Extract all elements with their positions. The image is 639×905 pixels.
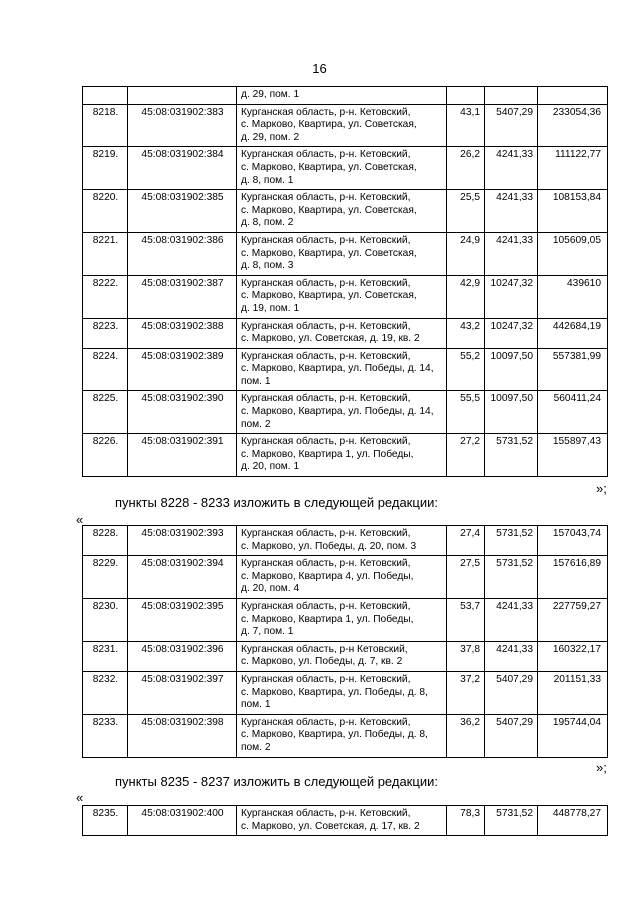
address-line: Курганская область, р-н. Кетовский, (241, 393, 411, 405)
address-cell (237, 598, 447, 641)
area-cell: 27,4 (447, 526, 485, 556)
cadastral-number-cell: 45:08:031902:383 (128, 104, 237, 147)
table-row (83, 391, 608, 434)
address-line: с. Марково, Квартира, ул. Советская, (241, 247, 417, 259)
area-cell: 27,5 (447, 556, 485, 599)
row-number-cell: 8235. (83, 806, 128, 836)
row-number-cell: 8228. (83, 526, 128, 556)
amendment-instruction: пункты 8228 - 8233 изложить в следующей редакции: (115, 495, 438, 510)
address-line: д. 7, пом. 1 (241, 626, 294, 638)
cadastral-value-cell: 439610 (538, 275, 608, 318)
address-line: д. 29, пом. 2 (241, 131, 300, 143)
address-line: д. 19, пом. 1 (241, 302, 300, 314)
address-line: с. Марково, Квартира 1, ул. Победы, (241, 448, 414, 460)
table-row (83, 147, 608, 190)
address-line: Курганская область, р-н. Кетовский, (241, 106, 411, 118)
unit-value-cell: 4241,33 (485, 598, 538, 641)
address-line: с. Марково, Квартира, ул. Советская, (241, 204, 417, 216)
address-cell (237, 671, 447, 714)
address-line: с. Марково, Квартира, ул. Советская, (241, 161, 417, 173)
cadastral-value-cell: 233054,36 (538, 104, 608, 147)
row-number-cell: 8226. (83, 434, 128, 477)
address-cell (237, 147, 447, 190)
address-cell (237, 348, 447, 391)
unit-value-cell: 5407,29 (485, 714, 538, 757)
address-line: д. 8, пом. 1 (241, 174, 294, 186)
cadastral-number-cell: 45:08:031902:398 (128, 714, 237, 757)
address-line: Курганская область, р-н. Кетовский, (241, 149, 411, 161)
unit-value-cell: 4241,33 (485, 147, 538, 190)
address-line: Курганская область, р-н. Кетовский, (241, 716, 411, 728)
address-line: с. Марково, Квартира 1, ул. Победы, (241, 613, 414, 625)
unit-value-cell (485, 87, 538, 105)
area-cell: 37,2 (447, 671, 485, 714)
address-line: пом. 1 (241, 375, 271, 387)
area-cell: 27,2 (447, 434, 485, 477)
address-line: с. Марково, Квартира, ул. Победы, д. 8, (241, 686, 428, 698)
table-row (83, 104, 608, 147)
table-row (83, 190, 608, 233)
address-line: д. 20, пом. 4 (241, 583, 300, 595)
address-line: Курганская область, р-н. Кетовский, (241, 808, 411, 819)
cadastral-value-cell: 108153,84 (538, 190, 608, 233)
row-number-cell (83, 87, 128, 105)
table-row (83, 232, 608, 275)
property-table-2 (82, 525, 608, 758)
unit-value-cell: 5731,52 (485, 556, 538, 599)
row-number-cell: 8231. (83, 641, 128, 671)
table-row (83, 671, 608, 714)
cadastral-value-cell: 448778,27 (538, 806, 608, 836)
area-cell: 55,2 (447, 348, 485, 391)
address-cell (237, 190, 447, 233)
row-number-cell: 8221. (83, 232, 128, 275)
cadastral-value-cell: 105609,05 (538, 232, 608, 275)
address-cell (237, 391, 447, 434)
area-cell: 43,1 (447, 104, 485, 147)
address-line: с. Марково, Квартира, ул. Победы, д. 14, (241, 406, 434, 418)
cadastral-number-cell: 45:08:031902:397 (128, 671, 237, 714)
address-line: Курганская область, р-н. Кетовский, (241, 558, 411, 570)
address-line: пом. 2 (241, 741, 271, 753)
unit-value-cell: 4241,33 (485, 232, 538, 275)
address-line: Курганская область, р-н. Кетовский, (241, 277, 411, 289)
table-row (83, 348, 608, 391)
table-row (83, 714, 608, 757)
opening-quote: « (76, 790, 84, 805)
unit-value-cell: 4241,33 (485, 190, 538, 233)
cadastral-number-cell: 45:08:031902:396 (128, 641, 237, 671)
address-line: с. Марково, Квартира 4, ул. Победы, (241, 570, 414, 582)
row-number-cell: 8230. (83, 598, 128, 641)
address-line: д. 29, пом. 1 (241, 89, 300, 100)
row-number-cell: 8229. (83, 556, 128, 599)
cadastral-value-cell: 195744,04 (538, 714, 608, 757)
address-line: д. 8, пом. 2 (241, 217, 294, 229)
address-line: д. 20, пом. 1 (241, 461, 300, 473)
property-table-1 (82, 86, 608, 477)
address-line: Курганская область, р-н. Кетовский, (241, 600, 411, 612)
cadastral-number-cell: 45:08:031902:391 (128, 434, 237, 477)
address-line: с. Марково, Квартира, ул. Советская, (241, 119, 417, 131)
address-line: с. Марково, Квартира, ул. Советская, (241, 290, 417, 302)
address-cell (237, 641, 447, 671)
address-line: с. Марково, Квартира, ул. Победы, д. 8, (241, 729, 428, 741)
row-number-cell: 8218. (83, 104, 128, 147)
cadastral-value-cell: 227759,27 (538, 598, 608, 641)
table-row (83, 87, 608, 105)
table-row (83, 598, 608, 641)
area-cell: 55,5 (447, 391, 485, 434)
cadastral-value-cell: 560411,24 (538, 391, 608, 434)
page-number: 16 (312, 61, 327, 76)
unit-value-cell: 5731,52 (485, 806, 538, 836)
address-line: Курганская область, р-н. Кетовский, (241, 528, 411, 539)
table-row (83, 275, 608, 318)
cadastral-value-cell: 157616,89 (538, 556, 608, 599)
closing-quote: »; (596, 481, 607, 496)
cadastral-number-cell: 45:08:031902:393 (128, 526, 237, 556)
address-line: Курганская область, р-н Кетовский, (241, 643, 408, 655)
property-table-3 (82, 805, 608, 836)
table-row (83, 434, 608, 477)
unit-value-cell: 10247,32 (485, 318, 538, 348)
table-row (83, 806, 608, 836)
address-line: с. Марково, ул. Советская, д. 19, кв. 2 (241, 333, 420, 345)
cadastral-number-cell: 45:08:031902:385 (128, 190, 237, 233)
address-cell (237, 806, 447, 836)
cadastral-value-cell: 155897,43 (538, 434, 608, 477)
address-cell (237, 526, 447, 556)
row-number-cell: 8225. (83, 391, 128, 434)
address-cell (237, 275, 447, 318)
area-cell: 36,2 (447, 714, 485, 757)
address-cell (237, 232, 447, 275)
address-cell (237, 104, 447, 147)
address-line: Курганская область, р-н. Кетовский, (241, 350, 411, 362)
address-cell (237, 87, 447, 105)
table-row (83, 526, 608, 556)
area-cell (447, 87, 485, 105)
closing-quote: »; (596, 760, 607, 775)
area-cell: 25,5 (447, 190, 485, 233)
unit-value-cell: 10097,50 (485, 348, 538, 391)
table-row (83, 556, 608, 599)
address-line: пом. 1 (241, 699, 271, 711)
address-line: с. Марково, ул. Победы, д. 7, кв. 2 (241, 656, 403, 668)
address-line: Курганская область, р-н. Кетовский, (241, 436, 411, 448)
unit-value-cell: 10097,50 (485, 391, 538, 434)
cadastral-number-cell: 45:08:031902:400 (128, 806, 237, 836)
cadastral-value-cell (538, 87, 608, 105)
address-line: с. Марково, Квартира, ул. Победы, д. 14, (241, 363, 434, 375)
unit-value-cell: 4241,33 (485, 641, 538, 671)
area-cell: 78,3 (447, 806, 485, 836)
row-number-cell: 8220. (83, 190, 128, 233)
area-cell: 42,9 (447, 275, 485, 318)
address-cell (237, 434, 447, 477)
cadastral-number-cell: 45:08:031902:388 (128, 318, 237, 348)
area-cell: 37,8 (447, 641, 485, 671)
cadastral-value-cell: 111122,77 (538, 147, 608, 190)
area-cell: 26,2 (447, 147, 485, 190)
address-line: Курганская область, р-н. Кетовский, (241, 192, 411, 204)
cadastral-value-cell: 201151,33 (538, 671, 608, 714)
address-line: Курганская область, р-н. Кетовский, (241, 234, 411, 246)
row-number-cell: 8224. (83, 348, 128, 391)
cadastral-value-cell: 557381,99 (538, 348, 608, 391)
cadastral-value-cell: 160322,17 (538, 641, 608, 671)
area-cell: 53,7 (447, 598, 485, 641)
area-cell: 43,2 (447, 318, 485, 348)
cadastral-number-cell: 45:08:031902:394 (128, 556, 237, 599)
cadastral-number-cell: 45:08:031902:389 (128, 348, 237, 391)
cadastral-number-cell (128, 87, 237, 105)
unit-value-cell: 5407,29 (485, 671, 538, 714)
unit-value-cell: 5407,29 (485, 104, 538, 147)
address-cell (237, 556, 447, 599)
unit-value-cell: 5731,52 (485, 526, 538, 556)
cadastral-number-cell: 45:08:031902:384 (128, 147, 237, 190)
table-row (83, 318, 608, 348)
area-cell: 24,9 (447, 232, 485, 275)
unit-value-cell: 10247,32 (485, 275, 538, 318)
cadastral-number-cell: 45:08:031902:390 (128, 391, 237, 434)
address-line: пом. 2 (241, 418, 271, 430)
row-number-cell: 8219. (83, 147, 128, 190)
address-line: Курганская область, р-н. Кетовский, (241, 673, 411, 685)
unit-value-cell: 5731,52 (485, 434, 538, 477)
row-number-cell: 8233. (83, 714, 128, 757)
address-cell (237, 714, 447, 757)
amendment-instruction: пункты 8235 - 8237 изложить в следующей редакции: (115, 774, 438, 789)
row-number-cell: 8232. (83, 671, 128, 714)
row-number-cell: 8222. (83, 275, 128, 318)
address-cell (237, 318, 447, 348)
cadastral-value-cell: 442684,19 (538, 318, 608, 348)
cadastral-number-cell: 45:08:031902:387 (128, 275, 237, 318)
address-line: с. Марково, ул. Советская, д. 17, кв. 2 (241, 820, 420, 832)
opening-quote: « (76, 512, 84, 527)
table-row (83, 641, 608, 671)
cadastral-number-cell: 45:08:031902:395 (128, 598, 237, 641)
cadastral-number-cell: 45:08:031902:386 (128, 232, 237, 275)
cadastral-value-cell: 157043,74 (538, 526, 608, 556)
address-line: Курганская область, р-н. Кетовский, (241, 320, 411, 332)
address-line: д. 8, пом. 3 (241, 260, 294, 272)
row-number-cell: 8223. (83, 318, 128, 348)
address-line: с. Марково, ул. Победы, д. 20, пом. 3 (241, 540, 417, 552)
